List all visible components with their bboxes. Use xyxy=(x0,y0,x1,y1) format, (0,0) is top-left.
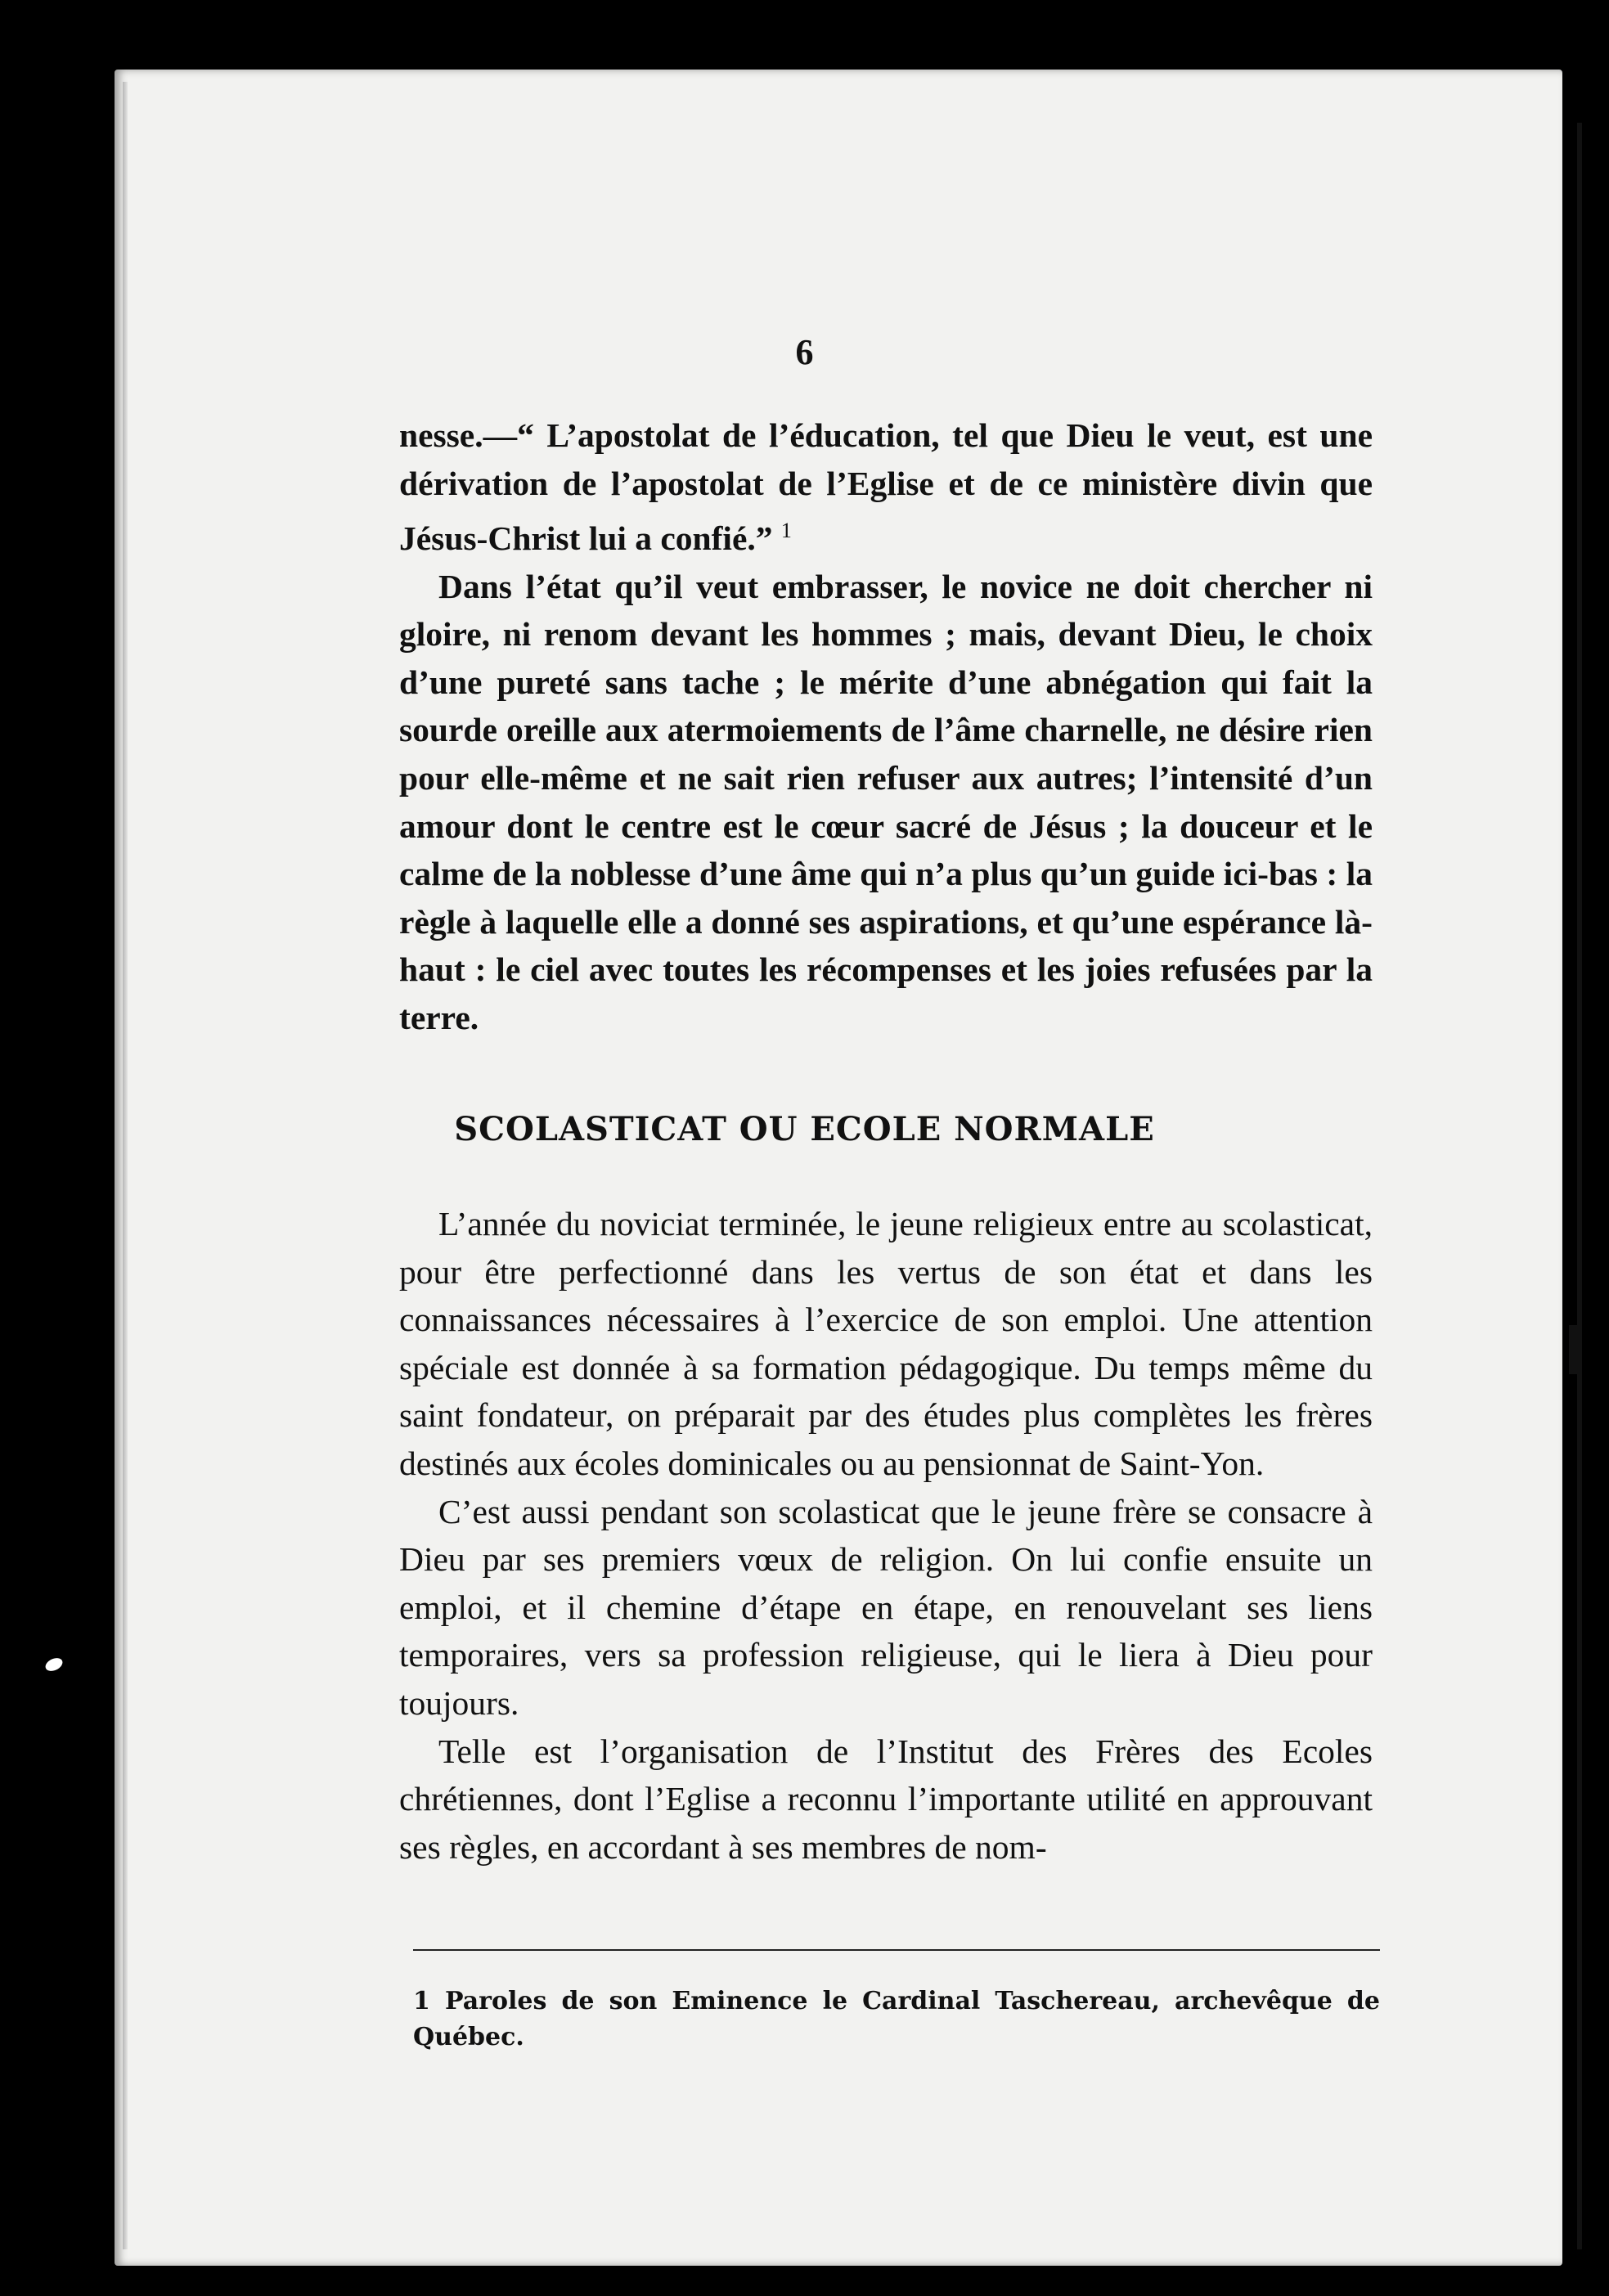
paragraph-continuation-text: nesse.—“ L’apostolat de l’éducation, tel que Dieu le veut, est une dérivation de l’apostolat de l’Eglise et de ce ministère divin que Jésus-Christ lui a confié.” xyxy=(399,416,1373,558)
adjacent-page-edge xyxy=(1583,49,1609,2296)
top-text-block xyxy=(399,411,1373,1042)
right-margin-bar xyxy=(1577,123,1582,2249)
paragraph-voeux: C’est aussi pendant son scolasticat que le jeune frère se consacre à Dieu par ses premiers vœux de religion. On lui confie ensuite un emploi, et il chemine d’étape en étape, en renouvelant ses liens temporaires, vers sa profession religieuse, qui le liera à Dieu pour toujours. xyxy=(399,1492,1373,1722)
footnote-divider xyxy=(413,1949,1380,1951)
page-number: 6 xyxy=(795,332,814,372)
paragraph-organisation: Telle est l’organisation de l’Institut des Frères des Ecoles chrétiennes, dont l’Eglise a reconnu l’importante utilité en approuvant ses règles, en accordant à ses membres de nom- xyxy=(399,1732,1373,1866)
section-heading: SCOLASTICAT OU ECOLE NORMALE xyxy=(454,1110,1155,1148)
book-page xyxy=(115,70,1562,2266)
section-text-block xyxy=(399,1200,1373,1871)
paragraph-continuation xyxy=(399,411,1373,563)
footnote-reference: 1 xyxy=(780,519,792,543)
page-binding-shadow xyxy=(123,82,128,2249)
paragraph-scolasticat: L’année du noviciat terminée, le jeune religieux entre au scolasticat, pour être perfectionné dans les vertus de son état et dans les connaissances nécessaires à l’exercice de son emploi. Une attention spéciale est donnée à sa formation pédagogique. Du temps même du saint fondateur, on préparait par des études plus complètes les frères destinés aux écoles dominicales ou au pensionnat de Saint-Yon. xyxy=(399,1205,1373,1482)
paragraph-novice: Dans l’état qu’il veut embrasser, le novice ne doit chercher ni gloire, ni renom devant les hommes ; mais, devant Dieu, le choix d’une pureté sans tache ; le mérite d’une abnégation qui fait la sourde oreille aux atermoiements de l’âme charnelle, ne désire rien pour elle-même et ne sait rien refuser aux autres; l’intensité d’un amour dont le centre est le cœur sacré de Jésus ; la douceur et le calme de la noblesse d’une âme qui n’a plus qu’un guide ici-bas : la règle à laquelle elle a donné ses aspirations, et qu’une espérance là-haut : le ciel avec toutes les récompenses et les joies refusées par la terre. xyxy=(399,567,1373,1036)
footnote: 1 Paroles de son Eminence le Cardinal Taschereau, archevêque de Québec. xyxy=(413,1987,1380,2051)
right-margin-mark xyxy=(1569,1325,1577,1374)
